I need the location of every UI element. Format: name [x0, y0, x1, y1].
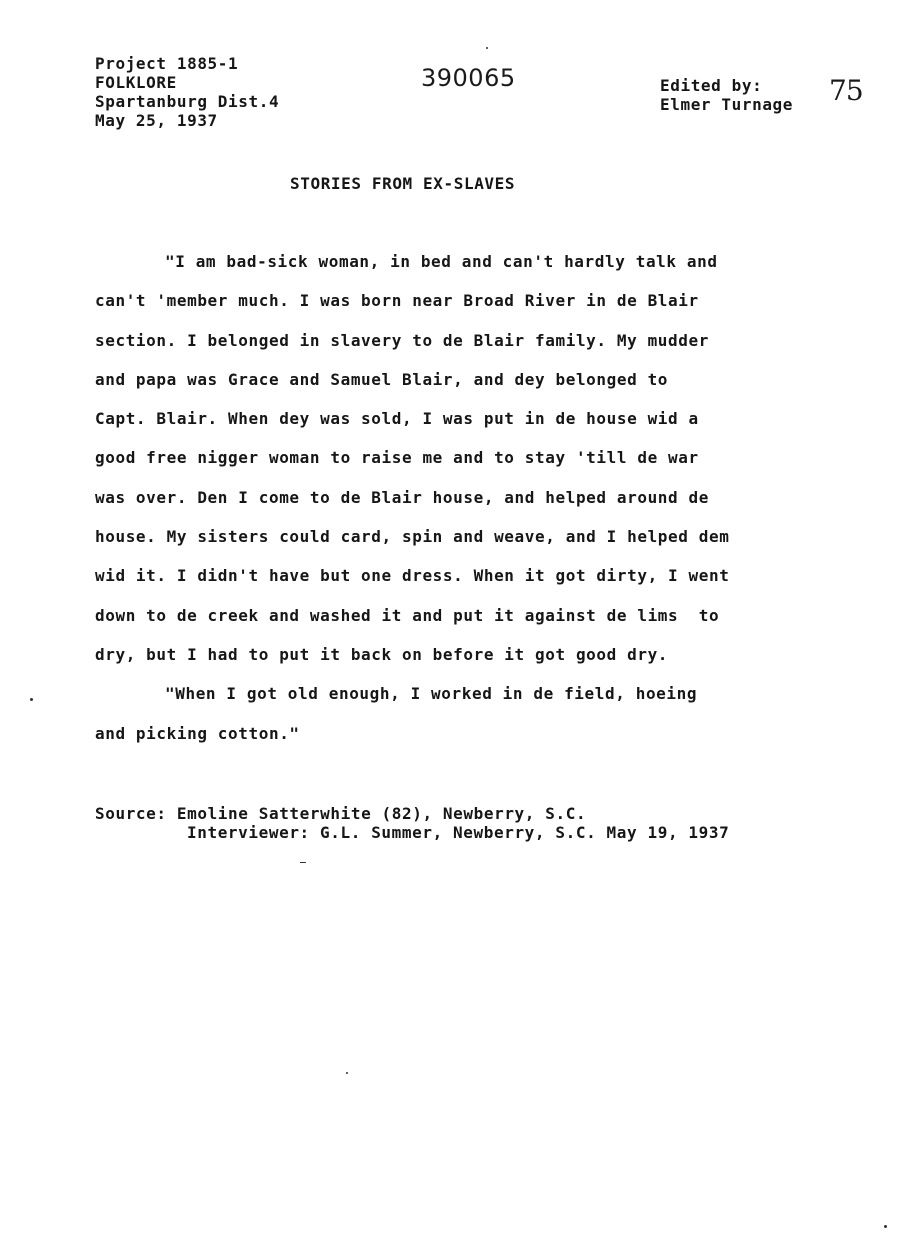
document-title: STORIES FROM EX-SLAVES — [290, 174, 516, 193]
edited-by-label: Edited by: — [660, 76, 763, 95]
scan-speck — [346, 1072, 348, 1074]
body-line: can't 'member much. I was born near Broad River in de Blair — [95, 291, 699, 311]
body-line: good free nigger woman to raise me and to stay 'till de war — [95, 448, 699, 468]
narrative-body — [95, 252, 835, 763]
body-line: dry, but I had to put it back on before it got good dry. — [95, 644, 669, 664]
source-interviewer: Interviewer: G.L. Summer, Newberry, S.C. May 19, 1937 — [187, 823, 730, 842]
project-number: Project 1885-1 — [95, 54, 239, 73]
scan-speck — [300, 862, 306, 863]
source-label: Source: — [95, 804, 167, 823]
document-number: 390065 — [421, 64, 516, 92]
scan-speck — [486, 47, 488, 49]
scan-speck — [30, 698, 33, 701]
body-line: wid it. I didn't have but one dress. When it got dirty, I went — [95, 566, 730, 586]
editor-block — [660, 76, 793, 114]
project-category: FOLKLORE — [95, 73, 177, 92]
project-district: Spartanburg Dist.4 — [95, 92, 280, 111]
body-line: down to de creek and washed it and put it against de lims to — [95, 605, 720, 625]
project-date: May 25, 1937 — [95, 111, 218, 130]
body-line: and picking cotton." — [95, 723, 300, 743]
project-header — [95, 54, 279, 130]
body-line: house. My sisters could card, spin and weave, and I helped dem — [95, 527, 730, 547]
body-line: and papa was Grace and Samuel Blair, and dey belonged to — [95, 369, 669, 389]
editor-name: Elmer Turnage — [660, 95, 794, 114]
source-informant: Emoline Satterwhite (82), Newberry, S.C. — [176, 804, 587, 823]
page-number: 75 — [829, 74, 863, 107]
body-line: section. I belonged in slavery to de Blair family. My mudder — [95, 330, 709, 350]
body-line: Capt. Blair. When dey was sold, I was put in de house wid a — [95, 409, 699, 429]
source-citation — [95, 804, 729, 842]
scan-speck — [884, 1225, 887, 1228]
body-line: "I am bad-sick woman, in bed and can't hardly talk and — [165, 252, 718, 271]
body-line: was over. Den I come to de Blair house, and helped around de — [95, 487, 709, 507]
body-line: "When I got old enough, I worked in de field, hoeing — [165, 684, 698, 704]
